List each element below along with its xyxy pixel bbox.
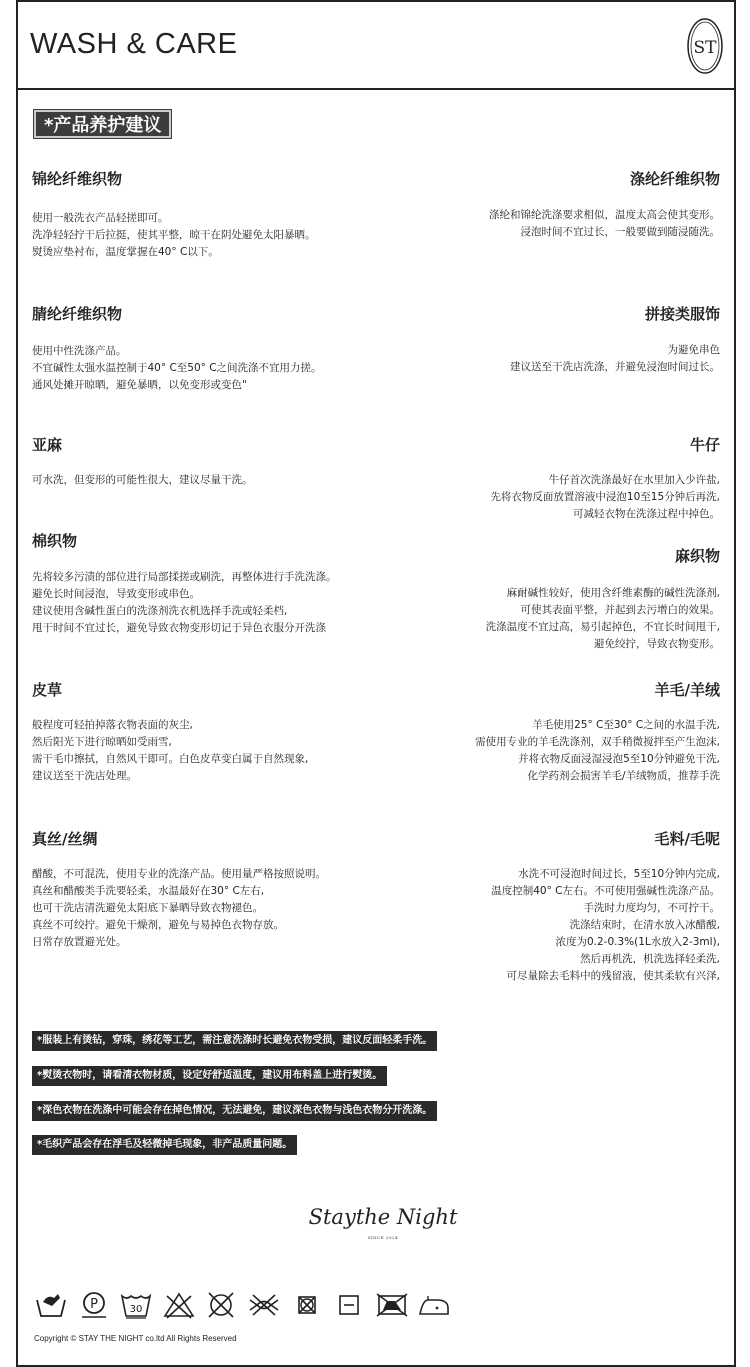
care-note: *服装上有烫钻，穿珠，绣花等工艺，需注意洗涤时长避免衣物受损，建议反面轻柔手洗。 (32, 1031, 437, 1051)
category-title-silk: 真丝/丝绸 (32, 830, 98, 848)
care-note: *熨烫衣物时，请看清衣物材质，设定好舒适温度，建议用布料盖上进行熨烫。 (32, 1066, 387, 1086)
category-title-polyester: 涤纶纤维织物 (629, 170, 720, 188)
category-title-woolen: 毛料/毛呢 (654, 830, 720, 848)
category-title-patchwork: 拼接类服饰 (644, 305, 720, 323)
brand-signature: Staythe Night (308, 1205, 458, 1229)
category-title-hemp: 麻织物 (674, 547, 720, 565)
category-title-linen: 亚麻 (32, 436, 63, 454)
category-desc-silk: 醋酸，不可混洗，使用专业的洗涤产品。使用量严格按照说明。 真丝和醋酸类手洗要轻柔，水温最好在30° C左右, 也可干洗店清洗避免太阳底下暴晒导致衣物褪色。 真丝不可绞拧。避免干燥剂，避免与易掉色衣物存放。 日常存放置避光处。 (32, 868, 326, 948)
category-title-acrylic: 腈纶纤维织物 (32, 305, 123, 323)
hand-wash-icon (34, 1290, 68, 1320)
no-dry-clean-icon (290, 1290, 324, 1320)
category-desc-nylon: 使用一般洗衣产品轻搓即可。 洗净轻轻拧干后拉挺，使其平整，晾干在阴处避免太阳暴晒。 熨烫应垫衬布，温度掌握在40° C以下。 (32, 212, 316, 258)
dry-clean-letter: P (89, 1297, 98, 1312)
brand-since: SINCE 2024 (367, 1235, 399, 1240)
category-desc-acrylic: 使用中性洗涤产品。 不宜碱性太强水温控制于40° C至50° C之间洗涤不宜用力搓。 通风处摊开晾晒，避免暴晒，以免变形或变色" (32, 345, 322, 391)
category-desc-wool: 羊毛使用25° C至30° C之间的水温手洗, 需使用专业的羊毛洗涤剂，双手稍微搅拌至产生泡沫, 并将衣物反面浸湿浸泡5至10分钟避免干洗, 化学药剂会损害羊毛/羊绒物质，推荐手洗 (475, 719, 720, 782)
category-desc-hemp: 麻耐碱性较好，使用含纤维素酶的碱性洗涤剂, 可使其表面平整，并起到去污增白的效果。 洗涤温度不宜过高，易引起掉色，不宜长时间甩干, 避免绞拧，导致衣物变形。 (485, 587, 720, 650)
category-title-denim: 牛仔 (689, 436, 720, 454)
category-desc-linen: 可水洗，但变形的可能性很大，建议尽量干洗。 (32, 474, 253, 486)
category-desc-denim: 牛仔首次洗涤最好在水里加入少许盐, 先将衣物反面放置溶液中浸泡10至15分钟后再洗, 可减轻衣物在洗涤过程中掉色。 (490, 474, 720, 520)
no-iron-steam-icon (375, 1290, 409, 1320)
logo-letters: ST (693, 38, 717, 58)
care-symbols (34, 1290, 460, 1324)
no-bleach-icon (162, 1290, 196, 1320)
header (18, 2, 734, 90)
wash-30-icon (119, 1290, 153, 1320)
iron-low-icon (417, 1290, 451, 1320)
category-desc-polyester: 涤纶和锦纶洗涤要求相似，温度太高会使其变形。 浸泡时间不宜过长，一般要做到随浸随洗。 (489, 209, 720, 238)
category-desc-cotton: 先将较多污渍的部位进行局部揉搓或刷洗，再整体进行手洗洗涤。 避免长时间浸泡，导致变形或串色。 建议使用含碱性蛋白的洗涤剂洗衣机选择手洗或轻柔档, 甩干时间不宜过长，避免导致衣物变形切记于异色衣服分开洗涤 (32, 571, 337, 634)
dry-clean-p-icon (77, 1290, 111, 1320)
category-title-cotton: 棉织物 (32, 532, 78, 550)
wash-temp: 30 (129, 1304, 143, 1315)
dry-flat-icon (332, 1290, 366, 1320)
care-note: *毛织产品会存在浮毛及轻微掉毛现象，非产品质量问题。 (32, 1135, 297, 1155)
category-title-nylon: 锦纶纤维织物 (32, 170, 123, 188)
page-title: WASH & CARE (30, 28, 238, 60)
brand-logo-icon (686, 17, 724, 75)
wash-care-card (16, 0, 736, 1367)
category-title-wool: 羊毛/羊绒 (654, 681, 720, 699)
section-title: *产品养护建议 (34, 110, 171, 138)
no-tumble-dry-icon (204, 1290, 238, 1320)
category-title-leather: 皮草 (32, 681, 63, 699)
copyright: Copyright © STAY THE NIGHT co.ltd All Rights Reserved (34, 1334, 237, 1343)
no-wring-icon (247, 1290, 281, 1320)
care-note: *深色衣物在洗涤中可能会存在掉色情况，无法避免，建议深色衣物与浅色衣物分开洗涤。 (32, 1101, 437, 1121)
category-desc-patchwork: 为避免串色 建议送至干洗店洗涤，并避免浸泡时间过长。 (510, 344, 720, 373)
category-desc-leather: 般程度可轻拍掉落衣物表面的灰尘, 然后阳光下进行晾晒如受雨雪, 需干毛巾擦拭，自然风干即可。白色皮草变白属于自然现象, 建议送至干洗店处理。 (32, 719, 309, 782)
category-desc-woolen: 水洗不可浸泡时间过长，5至10分钟内完成, 温度控制40° C左右。不可使用强碱性洗涤产品。 手洗时力度均匀，不可拧干。 洗涤结束时，在清水放入冰醋酸, 浓度为0.2-0.3%(1L水放入2-3ml), 然后再机洗，机洗选择轻柔洗, 可尽量除去毛料中的残留液，使其柔软有兴泽, (491, 868, 720, 982)
